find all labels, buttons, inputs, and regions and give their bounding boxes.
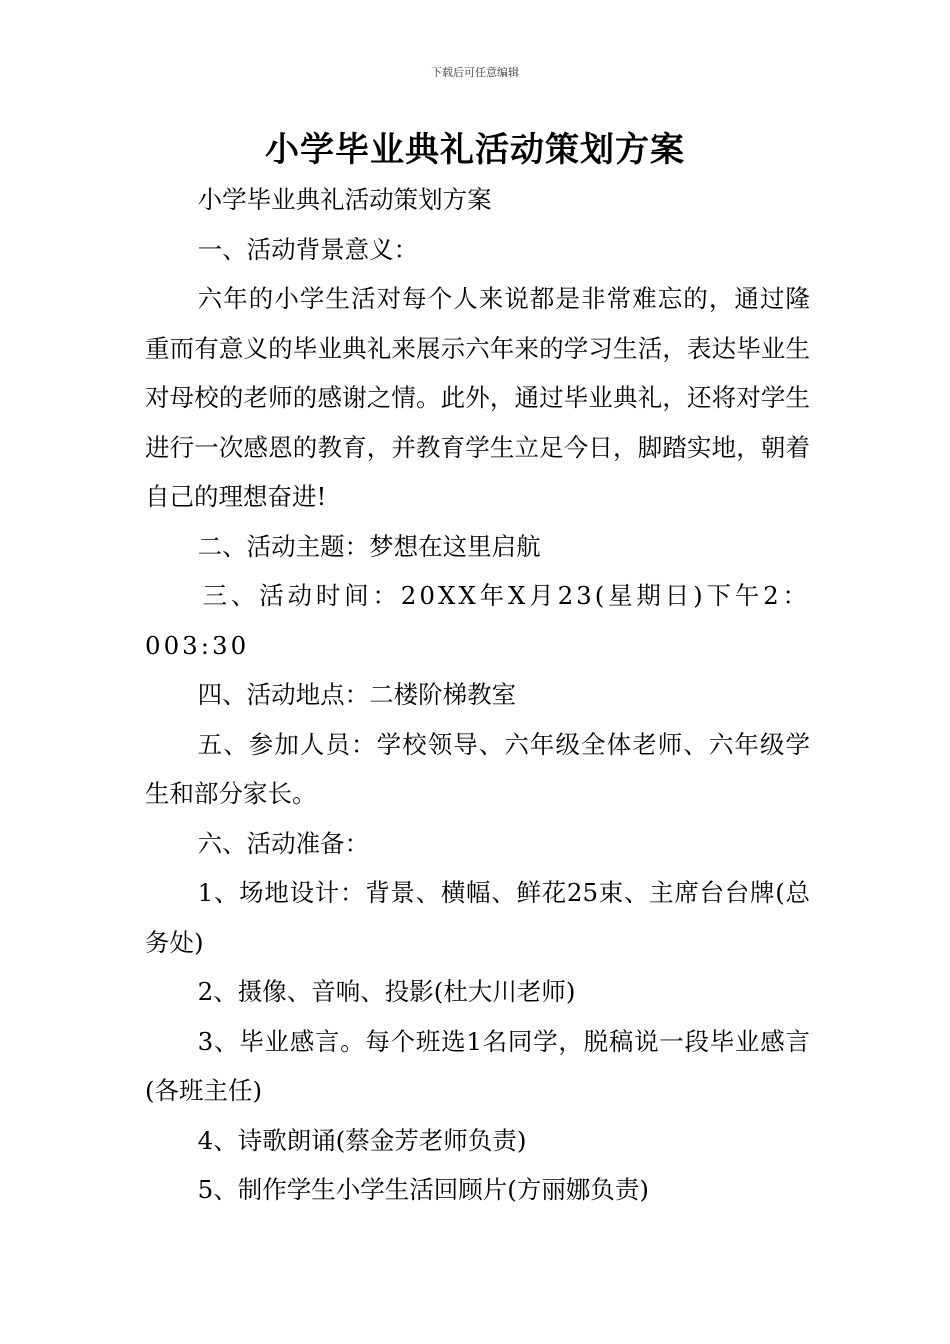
subtitle-paragraph: 小学毕业典礼活动策划方案: [197, 185, 492, 214]
section-time: 三、活动时间：20XX年X月23(星期日)下午2：003:30: [145, 581, 810, 660]
section-theme: 二、活动主题：梦想在这里启航: [197, 531, 541, 561]
document-title: 小学毕业典礼活动策划方案: [265, 130, 685, 170]
section-participants: 五、参加人员：学校领导、六年级全体老师、六年级学生和部分家长。: [145, 729, 810, 808]
document-body: [145, 175, 810, 1215]
section-location: 四、活动地点：二楼阶梯教室: [197, 680, 517, 709]
list-item-video: 5、制作学生小学生活回顾片(方丽娜负责): [197, 1175, 649, 1204]
section-heading-background: 一、活动背景意义：: [197, 234, 419, 264]
header-watermark: 下载后可任意编辑: [431, 66, 519, 79]
section-heading-preparation: 六、活动准备：: [197, 828, 370, 858]
list-item-venue: 1、场地设计：背景、横幅、鲜花25束、主席台台牌(总务处): [145, 878, 810, 957]
background-paragraph: 六年的小学生活对每个人来说都是非常难忘的，通过隆重而有意义的毕业典礼来展示六年来的学习生活，表达毕业生对母校的老师的感谢之情。此外，通过毕业典礼，还将对学生进行一次感恩的教育，并教育学生立足今日，脚踏实地，朝着自己的理想奋进!: [145, 284, 810, 511]
list-item-av: 2、摄像、音响、投影(杜大川老师): [197, 977, 576, 1006]
list-item-poetry: 4、诗歌朗诵(蔡金芳老师负责): [197, 1125, 527, 1155]
list-item-speech: 3、毕业感言。每个班选1名同学，脱稿说一段毕业感言(各班主任): [145, 1026, 810, 1105]
